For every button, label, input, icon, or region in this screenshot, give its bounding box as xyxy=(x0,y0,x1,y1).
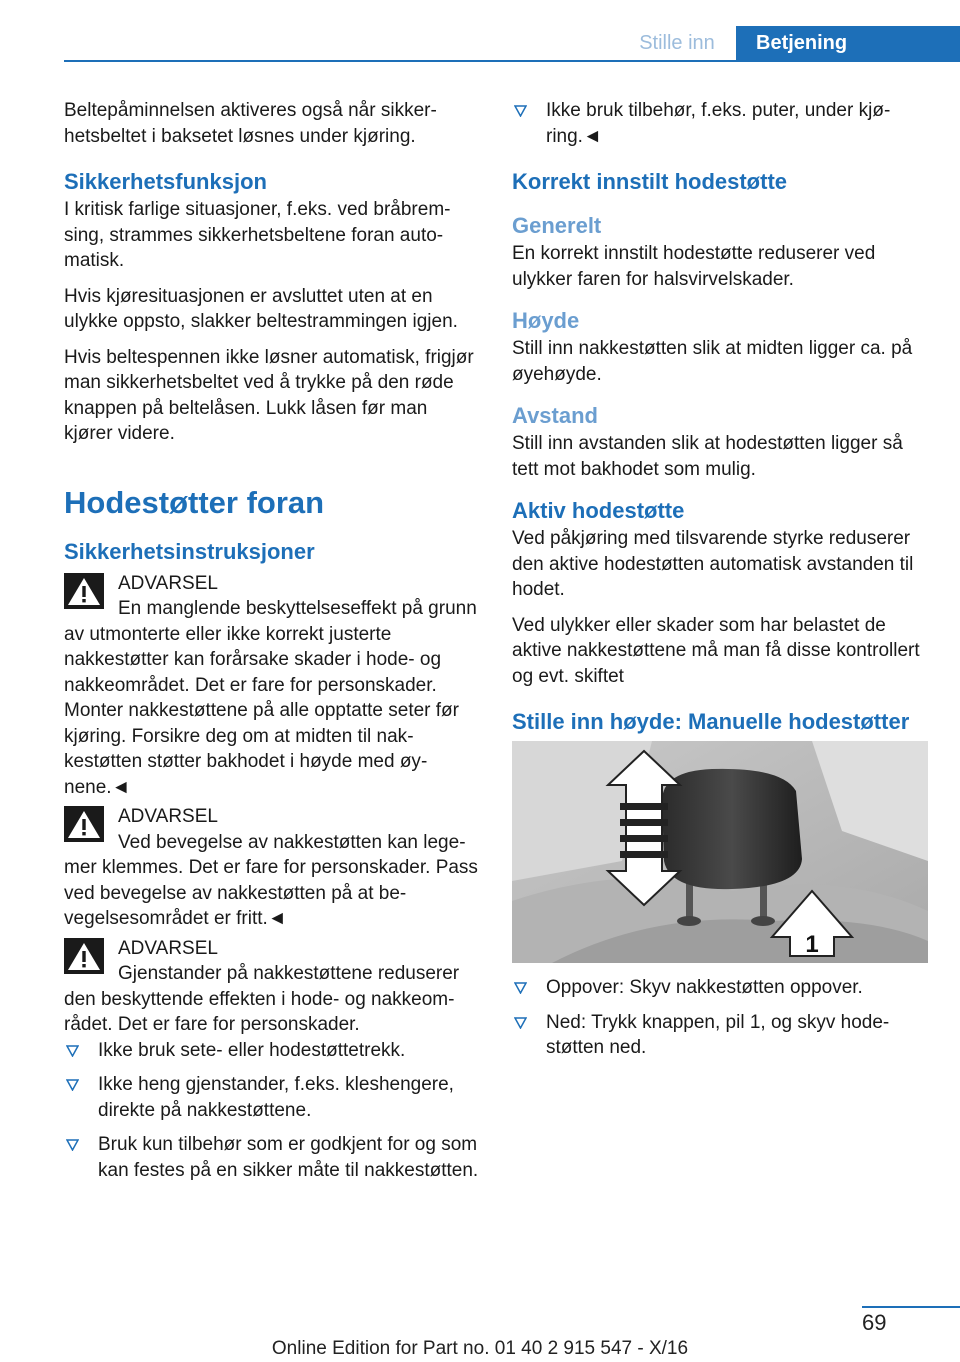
paragraph-general: En korrekt innstilt hodestøtte reduserer ved ulykker faren for halsvirvelskader. xyxy=(512,243,876,290)
page-number: 69 xyxy=(862,1310,887,1335)
bullet-triangle-icon xyxy=(514,982,527,994)
warning-triangle-icon xyxy=(64,573,104,609)
bullet-list-accessories xyxy=(64,1038,480,1184)
heading-height: Høyde xyxy=(512,308,580,333)
paragraph-height: Still inn nakkestøtten slik at midten ligger ca. på øyehøyde. xyxy=(512,338,913,385)
bullet-triangle-icon xyxy=(66,1045,79,1057)
heading-manual-height: Stille inn høyde: Manuelle hodestøtter xyxy=(512,709,910,734)
bullet-list-top xyxy=(512,98,928,149)
heading-safety-function: Sikkerhetsfunksjon xyxy=(64,169,267,194)
paragraph-tension-release: Hvis kjøresituasjonen er avsluttet uten at en ulykke oppsto, slakker beltestrammingen igjen. xyxy=(64,285,458,332)
heading-correct-headrest: Korrekt innstilt hodestøtte xyxy=(512,169,788,194)
heading-distance: Avstand xyxy=(512,403,598,428)
bullet-list-adjust xyxy=(512,975,928,1061)
warning-triangle-icon xyxy=(64,806,104,842)
list-item: Bruk kun tilbehør som er godkjent for og som kan festes på en sikker måte til nakkestøtten. xyxy=(64,1132,480,1183)
warning-text: En manglende beskyttelseseffekt på grunn av utmonterte eller ikke korrekt justerte nakkestøtter kan forårsake skader i hode- og nakkeområdet. Det er fare for personskader. Monter nakkestøttene på alle opptatte seter før kjøring. Forsikre deg om at midten til nakkestøtten støtter bakhodet i høyde med øynene.◄ xyxy=(64,598,477,798)
callout-number-1: 1 xyxy=(805,931,819,958)
warning-label: ADVARSEL xyxy=(118,806,218,827)
warning-block-2 xyxy=(64,804,480,932)
heading-safety-instructions: Sikkerhetsinstruksjoner xyxy=(64,538,315,564)
warning-block-1 xyxy=(64,571,480,801)
list-item: Oppover: Skyv nakkestøtten oppover. xyxy=(512,975,928,1001)
list-item: Ned: Trykk knappen, pil 1, og skyv hodestøtten ned. xyxy=(512,1010,928,1061)
heading-general: Generelt xyxy=(512,213,602,238)
right-column xyxy=(512,98,928,1070)
page-number-rule xyxy=(862,1306,960,1308)
tab-chapter[interactable]: Betjening xyxy=(736,26,960,62)
warning-label: ADVARSEL xyxy=(118,937,218,959)
footer-edition: Online Edition for Part no. 01 40 2 915 547 - X/16 xyxy=(271,1338,689,1359)
headrest-illustration xyxy=(512,741,928,963)
tab-section[interactable]: Stille inn xyxy=(639,32,715,54)
paragraph-critical-situations: I kritisk farlige situasjoner, f.eks. ved bråbremsing, strammes sikkerhetsbeltene foran automatisk. xyxy=(64,199,451,271)
bullet-triangle-icon xyxy=(66,1079,79,1091)
left-column xyxy=(64,98,480,1192)
paragraph-active-1: Ved påkjøring med tilsvarende styrke reduserer den aktive hodestøtten automatisk avstanden til hodet. xyxy=(512,528,914,600)
warning-label: ADVARSEL xyxy=(118,572,218,594)
list-item: Ikke bruk sete- eller hodestøttetrekk. xyxy=(64,1038,480,1064)
warning-block-3 xyxy=(64,936,480,1038)
paragraph-buckle-release: Hvis beltespennen ikke løsner automatisk, frigjør man sikkerhetsbeltet ved å trykke på den røde knappen på beltelåsen. Lukk låsen før man kjører videre. xyxy=(64,346,474,444)
heading-active-headrest: Aktiv hodestøtte xyxy=(512,498,685,523)
warning-triangle-icon xyxy=(64,938,104,974)
paragraph-distance: Still inn avstanden slik at hodestøtten ligger så tett mot bakhodet som mulig. xyxy=(512,433,903,480)
list-item: Ikke bruk tilbehør, f.eks. puter, under kjøring.◄ xyxy=(512,98,928,149)
bullet-triangle-icon xyxy=(514,1017,527,1029)
paragraph-belt-reminder: Beltepåminnelsen aktiveres også når sikkerhetsbeltet i baksetet løsnes under kjøring. xyxy=(64,100,437,147)
warning-text: Ved bevegelse av nakkestøtten kan legemer klemmes. Det er fare for personskader. Pass ved bevegelse av nakkestøtten på at bevegelsesområdet er fritt.◄ xyxy=(64,831,478,929)
warning-text: Gjenstander på nakkestøttene reduserer den beskyttende effekten i hode- og nakkeområdet. Det er fare for personskader. xyxy=(64,963,460,1035)
list-item: Ikke heng gjenstander, f.eks. kleshengere, direkte på nakkestøttene. xyxy=(64,1072,480,1123)
paragraph-active-2: Ved ulykker eller skader som har belastet de aktive nakkestøttene må man få disse kontrollert og evt. skiftet xyxy=(512,614,920,687)
bullet-triangle-icon xyxy=(66,1139,79,1151)
heading-front-headrests: Hodestøtter foran xyxy=(64,484,325,520)
bullet-triangle-icon xyxy=(514,105,527,117)
